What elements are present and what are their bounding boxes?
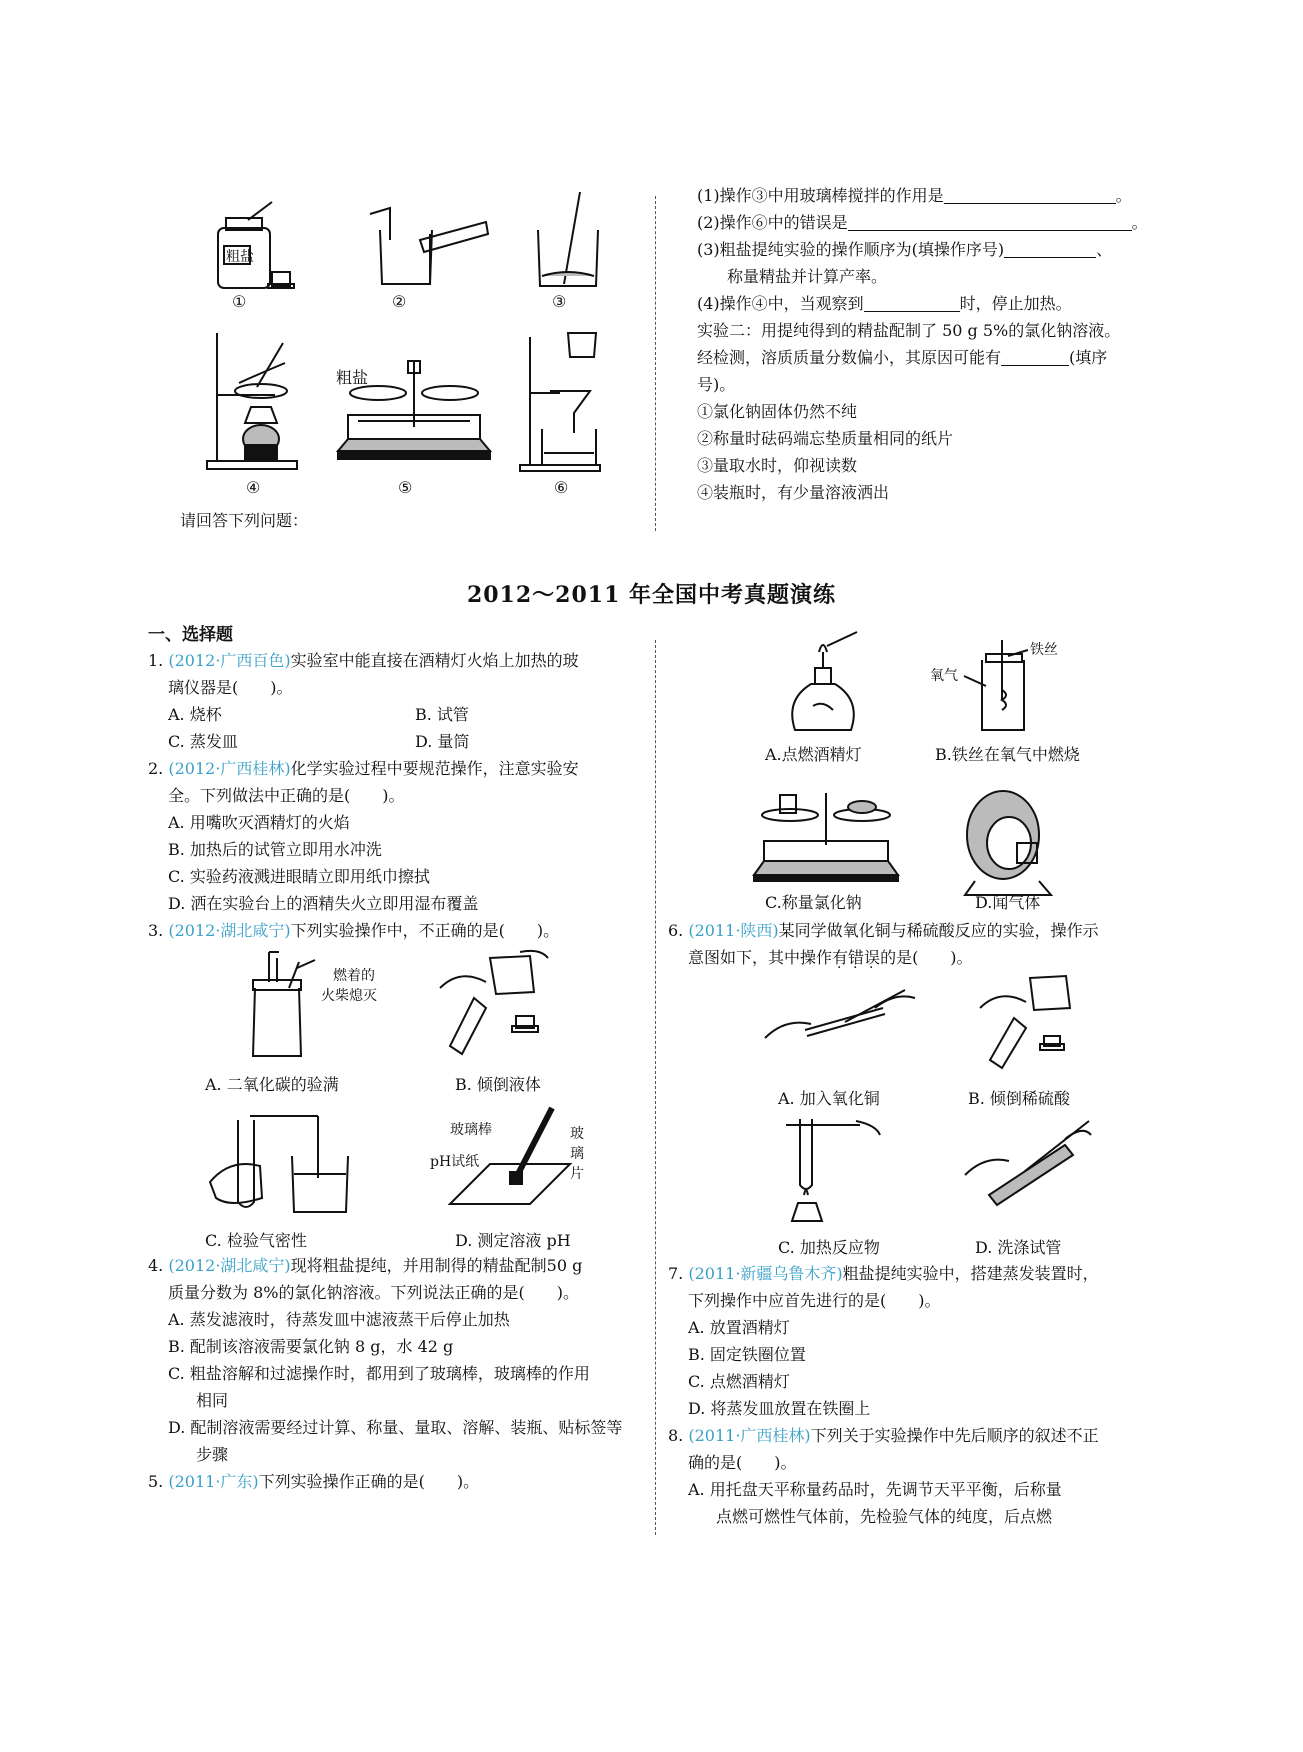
q6-cap-b: B. 倾倒稀硫酸 <box>968 1089 1070 1108</box>
q6-line2: 意图如下，其中操作有错误的是( )。 <box>688 948 973 967</box>
q2-line1: 2. (2012·广西桂林)化学实验过程中要规范操作，注意实验安 <box>148 759 579 778</box>
q5-cap-b: B.铁丝在氧气中燃烧 <box>935 745 1080 764</box>
q7-opt-d: D. 将蒸发皿放置在铁圈上 <box>688 1399 871 1418</box>
q6-line1: 6. (2011·陕西)某同学做氧化铜与稀硫酸反应的实验，操作示 <box>668 921 1099 940</box>
q2-opt-d: D. 洒在实验台上的酒精失火立即用湿布覆盖 <box>168 894 479 913</box>
figure-stir <box>530 190 620 290</box>
label-oxygen: 氧气 <box>930 668 958 684</box>
q2-opt-b: B. 加热后的试管立即用水冲洗 <box>168 840 382 859</box>
q8-line1: 8. (2011·广西桂林)下列关于实验操作中先后顺序的叙述不正 <box>668 1426 1099 1445</box>
q8-opt-a-cont: 点燃可燃性气体前，先检验气体的纯度，后点燃 <box>716 1507 1053 1526</box>
figure-ph-test <box>430 1108 610 1218</box>
figure-balance <box>338 355 488 465</box>
q5-line1: 5. (2011·广东)下列实验操作正确的是( )。 <box>148 1472 480 1491</box>
q1-opt-d: D. 量筒 <box>415 732 470 751</box>
figure-add-cuo <box>765 978 915 1058</box>
ph-label-rod: 玻璃棒 <box>450 1122 492 1138</box>
blank-q3[interactable] <box>1004 241 1096 258</box>
figure-weigh-nacl <box>750 785 900 895</box>
figure-wash-tube <box>965 1115 1095 1215</box>
q4-opt-a: A. 蒸发滤液时，待蒸发皿中滤液蒸干后停止加热 <box>168 1310 510 1329</box>
q2-opt-a: A. 用嘴吹灭酒精灯的火焰 <box>168 813 350 832</box>
figure-evaporation <box>205 333 325 473</box>
q2-opt-c: C. 实验药液溅进眼睛立即用纸巾擦拭 <box>168 867 430 886</box>
section-heading: 一、选择题 <box>148 625 233 645</box>
q4-opt-c: C. 粗盐溶解和过滤操作时，都用到了玻璃棒，玻璃棒的作用 <box>168 1364 590 1383</box>
q7-opt-a: A. 放置酒精灯 <box>688 1318 790 1337</box>
exp2-opt-2: ②称量时砝码端忘垫质量相同的纸片 <box>697 429 954 448</box>
blank-q4[interactable] <box>864 295 960 312</box>
figure-heat-reactant <box>780 1115 890 1225</box>
q5-cap-a: A.点燃酒精灯 <box>765 745 862 764</box>
q3-cap-d: D. 测定溶液 pH <box>455 1231 571 1250</box>
figure-pour-water <box>360 200 500 300</box>
q7-line1: 7. (2011·新疆乌鲁木齐)粗盐提纯实验中，搭建蒸发装置时， <box>668 1264 1099 1283</box>
top-q2: (2)操作⑥中的错误是 。 <box>697 213 1148 232</box>
match-label-1: 燃着的 <box>333 968 375 984</box>
q4-opt-d: D. 配制溶液需要经过计算、称量、量取、溶解、装瓶、贴标签等 <box>168 1418 623 1437</box>
fig-label-6: ⑥ <box>554 478 569 497</box>
blank-exp2[interactable] <box>1001 349 1069 366</box>
q3-cap-c: C. 检验气密性 <box>205 1231 307 1250</box>
label-iron-wire: 铁丝 <box>1030 642 1058 658</box>
q1-opt-b: B. 试管 <box>415 705 469 724</box>
q4-opt-b: B. 配制该溶液需要氯化钠 8 g，水 42 g <box>168 1337 454 1356</box>
q2-line2: 全。下列做法中正确的是( )。 <box>168 786 405 805</box>
fig-label-2: ② <box>392 292 407 311</box>
top-q3: (3)粗盐提纯实验的操作顺序为(填操作序号) 、 <box>697 240 1113 259</box>
q6-cap-a: A. 加入氧化铜 <box>778 1089 880 1108</box>
exp2-opt-3: ③量取水时，仰视读数 <box>697 456 858 475</box>
q6-cap-d: D. 洗涤试管 <box>975 1238 1062 1257</box>
fig-label-1: ① <box>232 292 247 311</box>
q3-cap-a: A. 二氧化碳的验满 <box>205 1075 339 1094</box>
q1-line1: 1. (2012·广西百色)实验室中能直接在酒精灯火焰上加热的玻 <box>148 651 579 670</box>
exp2-line1: 实验二：用提纯得到的精盐配制了 50 g 5%的氯化钠溶液。 <box>697 321 1121 340</box>
blank-q1[interactable] <box>944 187 1116 204</box>
q7-opt-b: B. 固定铁圈位置 <box>688 1345 806 1364</box>
figure-pour-liquid <box>430 948 570 1058</box>
q7-opt-c: C. 点燃酒精灯 <box>688 1372 790 1391</box>
q8-opt-a: A. 用托盘天平称量药品时，先调节天平平衡，后称量 <box>688 1480 1062 1499</box>
q4-opt-c-cont: 相同 <box>196 1391 229 1410</box>
q4-opt-d-cont: 步骤 <box>196 1445 229 1464</box>
q3-cap-b: B. 倾倒液体 <box>455 1075 541 1094</box>
exp2-opt-1: ①氯化钠固体仍然不纯 <box>697 402 858 421</box>
top-column-divider <box>655 196 656 531</box>
q4-line1: 4. (2012·湖北咸宁)现将粗盐提纯，并用制得的精盐配制50 g <box>148 1256 583 1275</box>
fig-label-3: ③ <box>552 292 567 311</box>
figure-airtight-test <box>210 1108 380 1218</box>
q5-cap-d: D.闻气体 <box>975 893 1041 912</box>
figure-iron-oxygen <box>930 640 1090 740</box>
q1-opt-a: A. 烧杯 <box>168 705 222 724</box>
blank-q2[interactable] <box>848 214 1132 231</box>
answer-prompt: 请回答下列问题： <box>180 511 309 530</box>
salt-balance-label: 粗盐 <box>336 368 369 387</box>
exp2-opt-4: ④装瓶时，有少量溶液洒出 <box>697 483 890 502</box>
q3-line1: 3. (2012·湖北咸宁)下列实验操作中，不正确的是( )。 <box>148 921 560 940</box>
top-q3-cont: 称量精盐并计算产率。 <box>727 267 888 286</box>
figure-light-lamp <box>775 630 875 740</box>
q8-line2: 确的是( )。 <box>688 1453 797 1472</box>
exp2-line2: 经检测，溶质质量分数偏小，其原因可能有 (填序 <box>697 348 1108 367</box>
figure-salt-jar <box>210 200 300 300</box>
top-q4: (4)操作④中，当观察到 时，停止加热。 <box>697 294 1072 313</box>
figure-co2-test <box>235 952 385 1072</box>
figure-pour-acid <box>970 968 1100 1068</box>
top-q1: (1)操作③中用玻璃棒搅拌的作用是 。 <box>697 186 1132 205</box>
match-label-2: 火柴熄灭 <box>321 988 377 1004</box>
ph-label-glass-3: 片 <box>570 1166 584 1182</box>
figure-smell-gas <box>955 785 1065 895</box>
q4-line2: 质量分数为 8%的氯化钠溶液。下列说法正确的是( )。 <box>168 1283 579 1302</box>
section-title: 2012～2011 年全国中考真题演练 <box>466 582 837 608</box>
ph-label-glass-2: 璃 <box>570 1146 584 1162</box>
ph-label-glass-1: 玻 <box>570 1126 584 1142</box>
salt-jar-label: 粗盐 <box>226 249 254 265</box>
fig-label-5: ⑤ <box>398 478 413 497</box>
q1-line2: 璃仪器是( )。 <box>168 678 293 697</box>
q1-opt-c: C. 蒸发皿 <box>168 732 238 751</box>
q5-cap-c: C.称量氯化钠 <box>765 893 862 912</box>
q7-line2: 下列操作中应首先进行的是( )。 <box>688 1291 941 1310</box>
q6-cap-c: C. 加热反应物 <box>778 1238 880 1257</box>
main-column-divider <box>655 640 656 1535</box>
exp2-line3: 号)。 <box>697 375 736 394</box>
fig-label-4: ④ <box>246 478 261 497</box>
figure-filtration <box>520 333 630 473</box>
ph-label-paper: pH试纸 <box>430 1154 480 1170</box>
